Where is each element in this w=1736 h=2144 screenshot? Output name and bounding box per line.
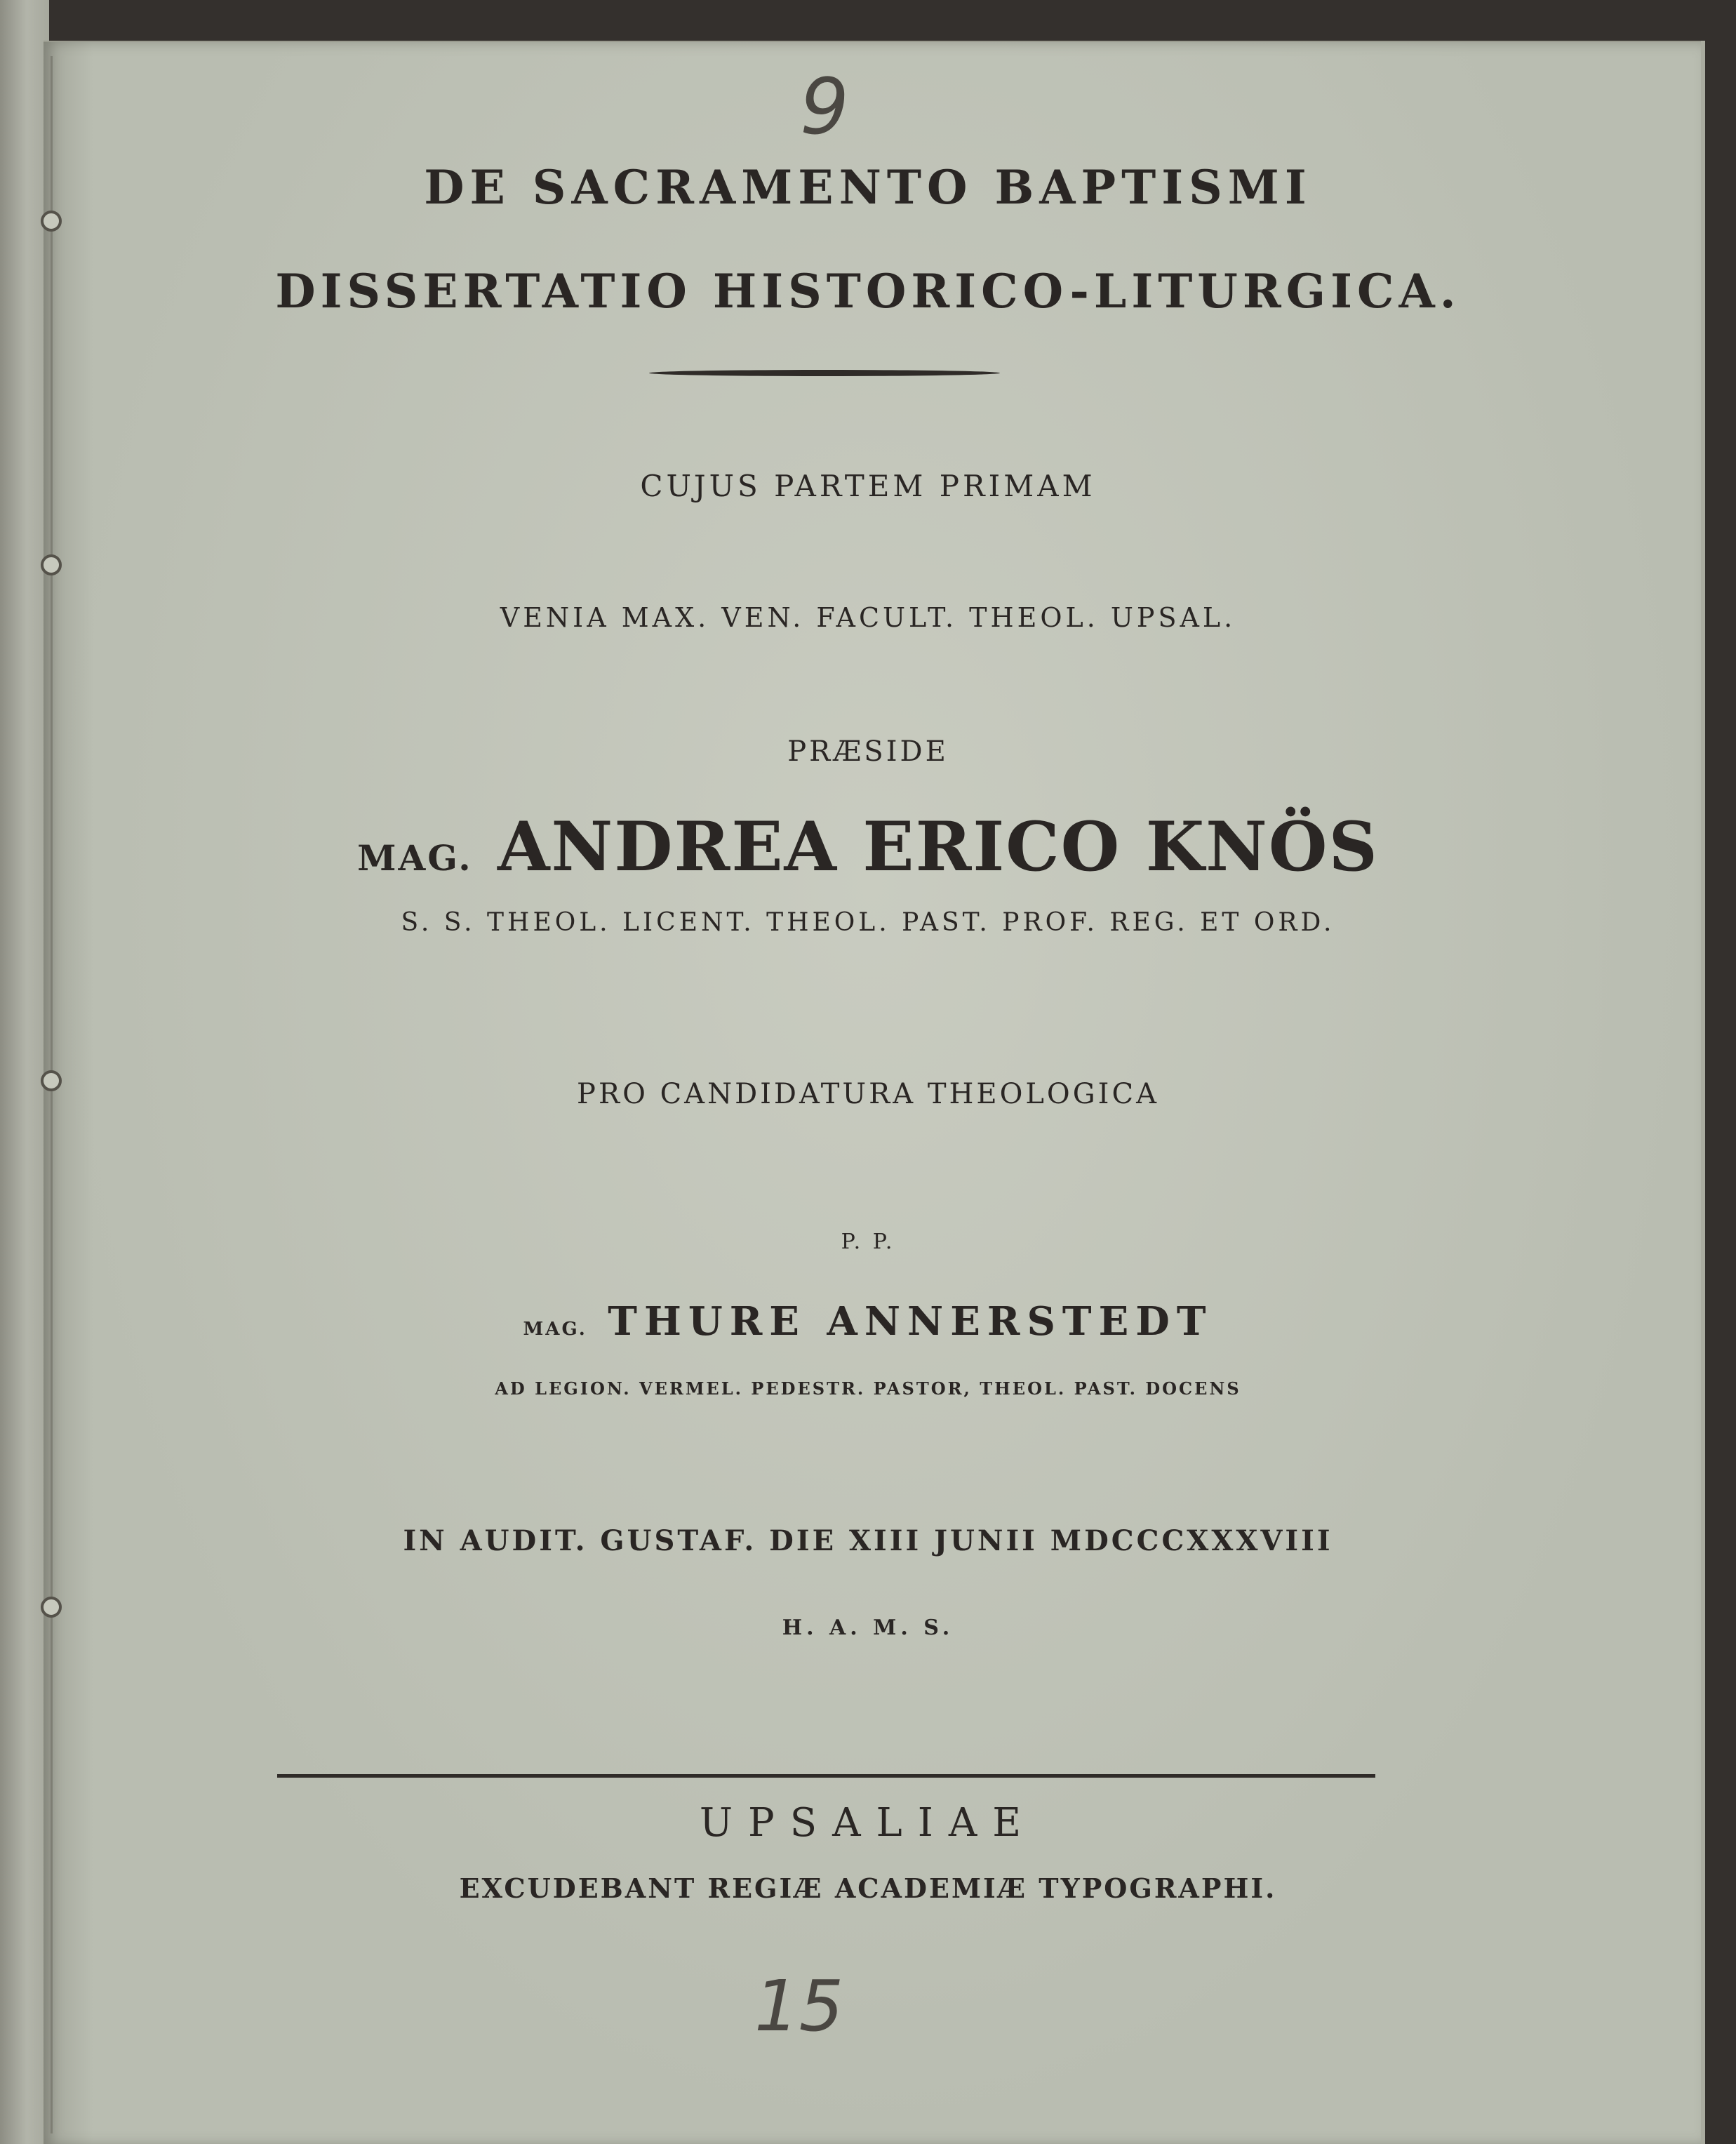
title-line-2: DISSERTATIO HISTORICO-LITURGICA. (275, 264, 1461, 319)
cujus-line: CUJUS PARTEM PRIMAM (640, 469, 1096, 503)
praeses-name-line (0, 807, 1736, 886)
decorative-rule-long (277, 1774, 1375, 1778)
praeses-name: ANDREA ERICO KNÖS (498, 807, 1379, 886)
date-line: IN AUDIT. GUSTAF. DIE XIII JUNII MDCCCXXXVIII (403, 1524, 1333, 1557)
praeses-titles: S. S. THEOL. LICENT. THEOL. PAST. PROF. REG. ET ORD. (401, 908, 1335, 937)
binding-stitch (41, 1597, 62, 1618)
mag-prefix-2: MAG. (523, 1319, 587, 1340)
binding-stitch (41, 554, 62, 575)
praeside-label: PRÆSIDE (787, 735, 949, 768)
decorative-rule-short (649, 370, 1000, 376)
respondent-titles: AD LEGION. VERMEL. PEDESTR. PASTOR, THEOL. PAST. DOCENS (495, 1378, 1241, 1399)
pp-line: P. P. (841, 1230, 895, 1254)
printer-line: EXCUDEBANT REGIÆ ACADEMIÆ TYPOGRAPHI. (459, 1872, 1277, 1904)
handwritten-number-bottom: 15 (754, 1965, 844, 2047)
respondent-name-line (0, 1298, 1736, 1345)
place-line: UPSALIAE (699, 1800, 1037, 1846)
pro-candidatura-line: PRO CANDIDATURA THEOLOGICA (577, 1078, 1159, 1110)
venia-line: VENIA MAX. VEN. FACULT. THEOL. UPSAL. (500, 602, 1236, 633)
hams-line: H. A. M. S. (782, 1616, 954, 1640)
mag-prefix: MAG. (357, 837, 473, 879)
respondent-name: THURE ANNERSTEDT (608, 1298, 1213, 1345)
handwritten-number-top: 9 (800, 62, 849, 152)
title-line-1: DE SACRAMENTO BAPTISMI (424, 160, 1312, 215)
